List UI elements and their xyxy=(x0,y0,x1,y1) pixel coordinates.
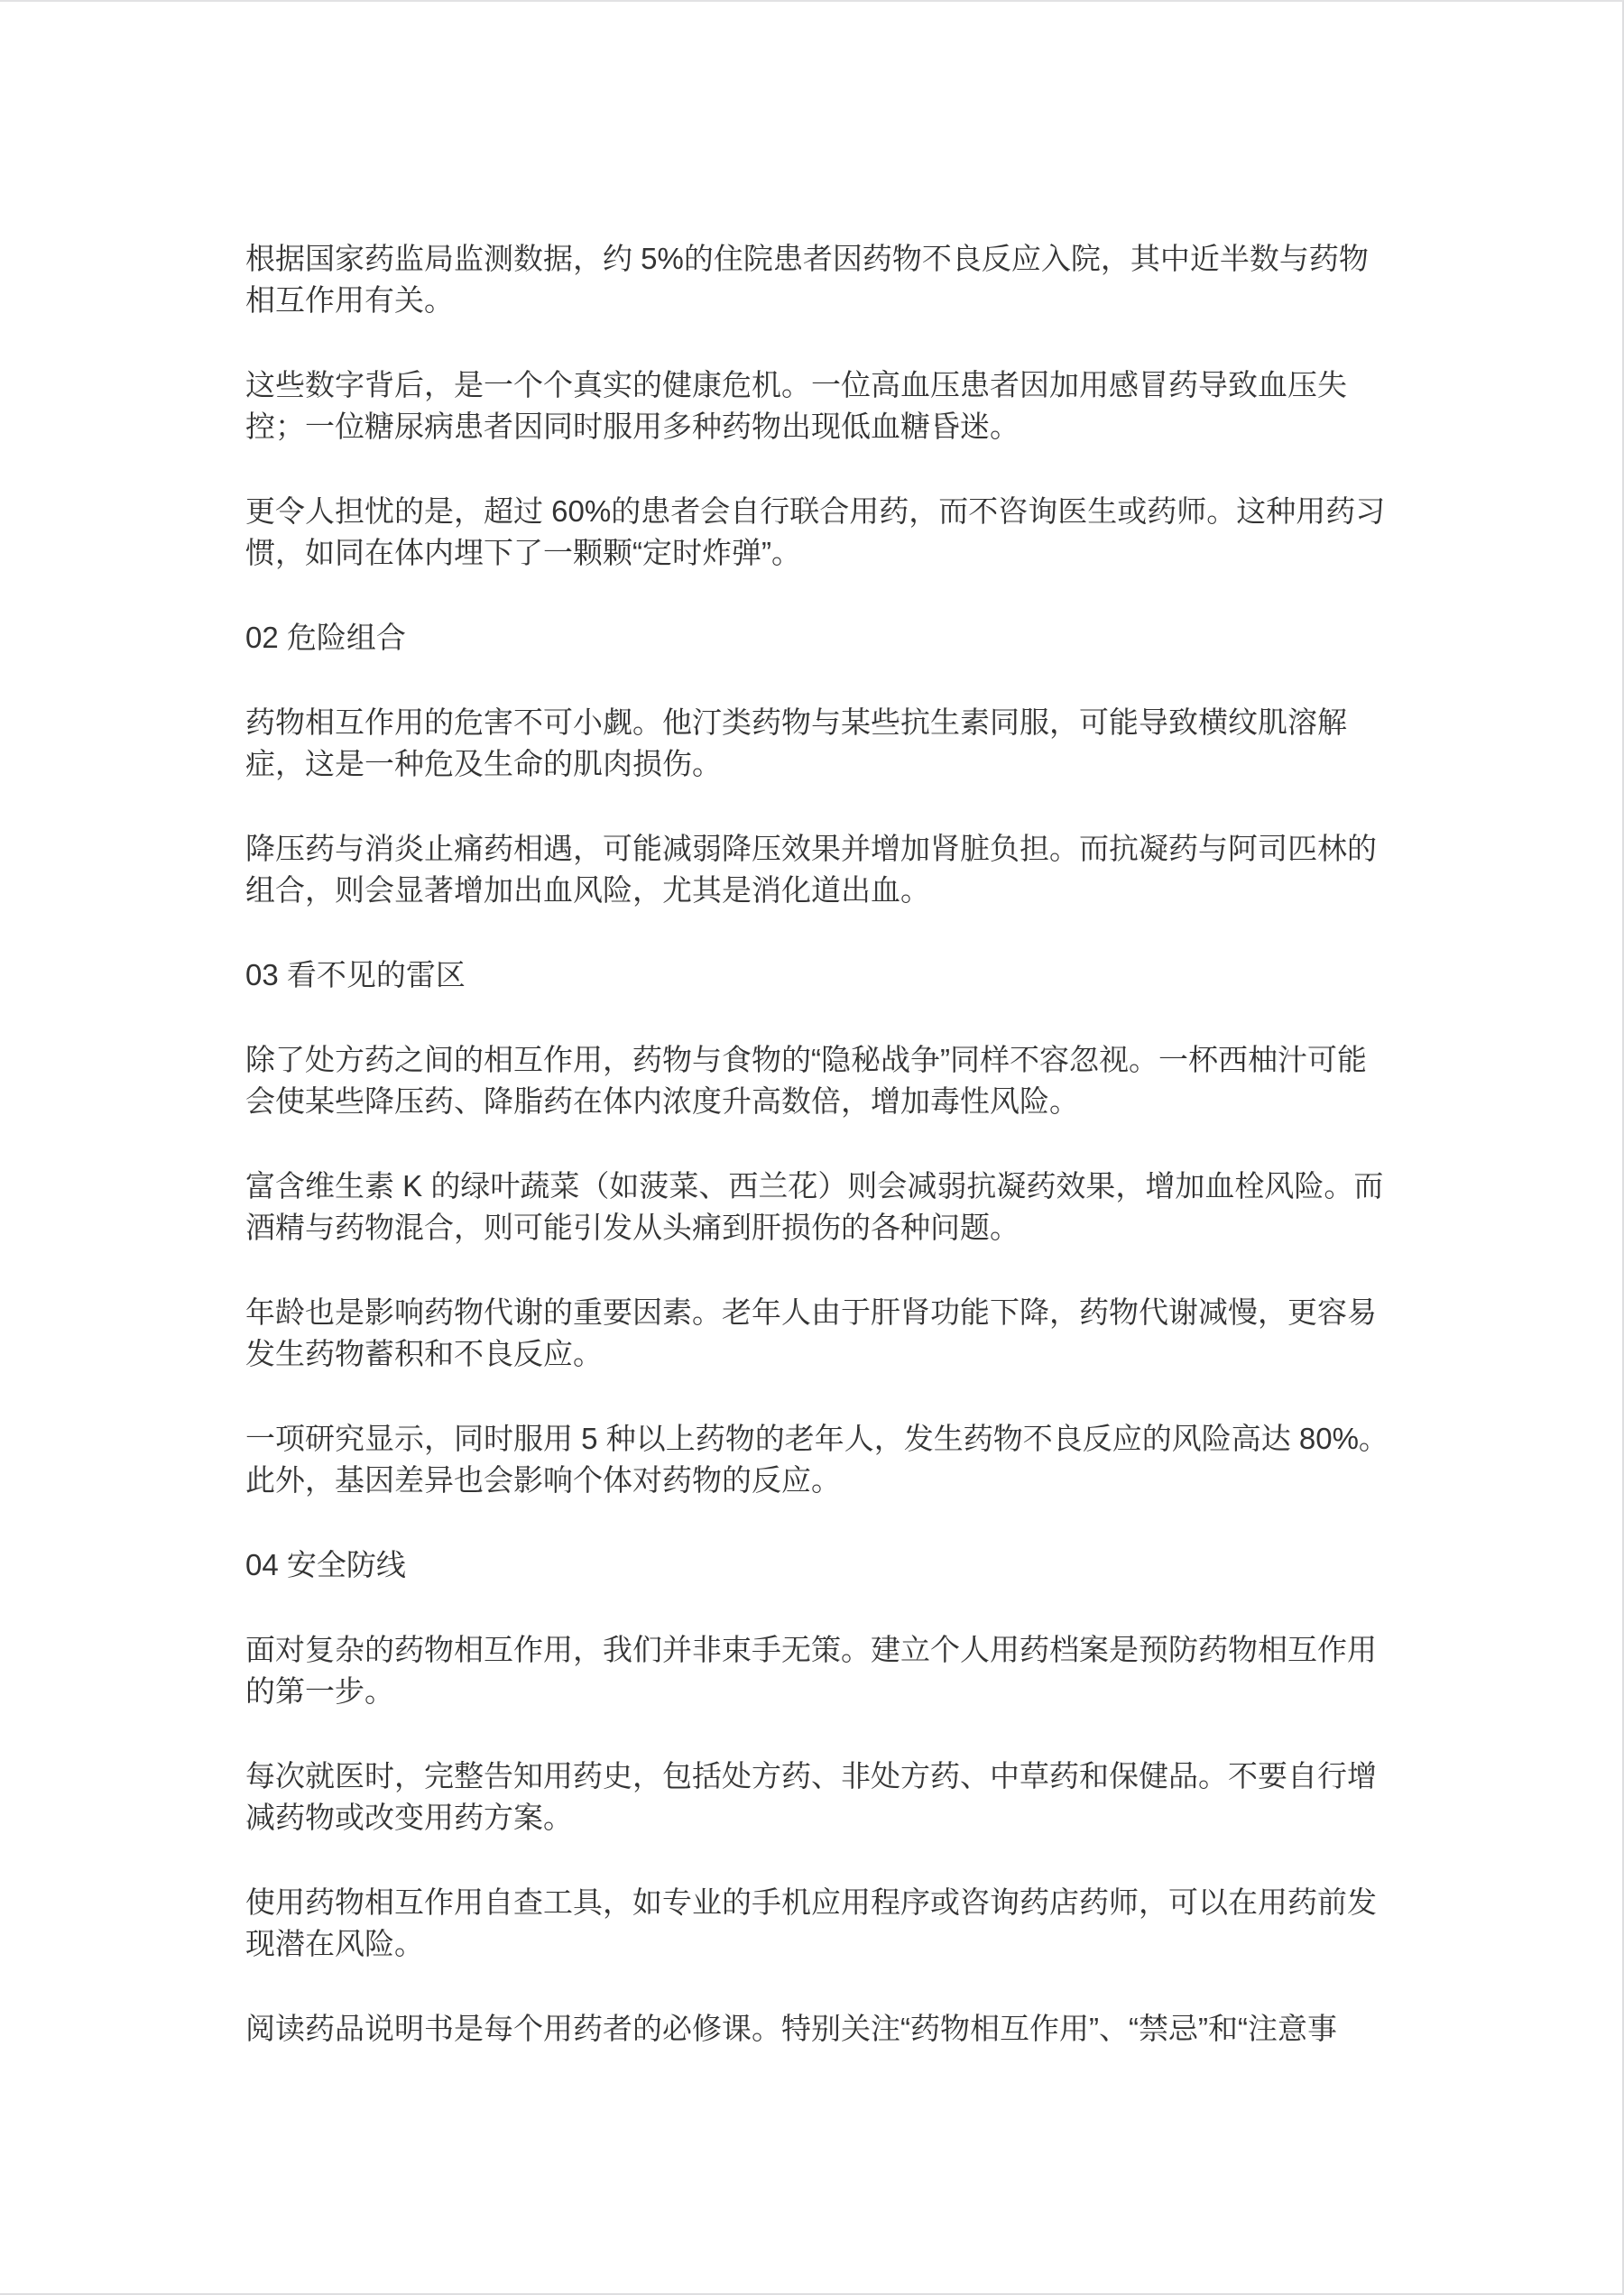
body-paragraph: 药物相互作用的危害不可小觑。他汀类药物与某些抗生素同服，可能导致横纹肌溶解症，这是一种危及生命的肌肉损伤。 xyxy=(245,705,1347,780)
body-paragraph: 一项研究显示，同时服用 5 种以上药物的老年人，发生药物不良反应的风险高达 80%。此外，基因差异也会影响个体对药物的反应。 xyxy=(245,1422,1389,1497)
body-paragraph: 除了处方药之间的相互作用，药物与食物的“隐秘战争”同样不容忽视。一杯西柚汁可能会使某些降压药、降脂药在体内浓度升高数倍，增加毒性风险。 xyxy=(245,1043,1367,1118)
section-heading-02: 02 危险组合 xyxy=(245,621,406,654)
section-heading-03: 03 看不见的雷区 xyxy=(245,958,466,991)
body-paragraph: 使用药物相互作用自查工具，如专业的手机应用程序或咨询药店药师，可以在用药前发现潜在风险。 xyxy=(245,1885,1377,1960)
body-paragraph: 富含维生素 K 的绿叶蔬菜（如菠菜、西兰花）则会减弱抗凝药效果，增加血栓风险。而酒精与药物混合，则可能引发从头痛到肝损伤的各种问题。 xyxy=(245,1169,1384,1244)
body-paragraph: 根据国家药监局监测数据，约 5%的住院患者因药物不良反应入院，其中近半数与药物相互作用有关。 xyxy=(245,242,1369,317)
article-body xyxy=(245,238,1389,2093)
body-paragraph: 每次就医时，完整告知用药史，包括处方药、非处方药、中草药和保健品。不要自行增减药物或改变用药方案。 xyxy=(245,1759,1377,1834)
body-paragraph: 年龄也是影响药物代谢的重要因素。老年人由于肝肾功能下降，药物代谢减慢，更容易发生药物蓄积和不良反应。 xyxy=(245,1295,1377,1370)
body-paragraph: 这些数字背后，是一个个真实的健康危机。一位高血压患者因加用感冒药导致血压失控；一位糖尿病患者因同时服用多种药物出现低血糖昏迷。 xyxy=(245,368,1347,443)
body-paragraph: 降压药与消炎止痛药相遇，可能减弱降压效果并增加肾脏负担。而抗凝药与阿司匹林的组合，则会显著增加出血风险，尤其是消化道出血。 xyxy=(245,832,1377,907)
section-heading-04: 04 安全防线 xyxy=(245,1548,406,1581)
body-paragraph-truncated: 阅读药品说明书是每个用药者的必修课。特别关注“药物相互作用”、“禁忌”和“注意事 xyxy=(245,2012,1337,2045)
body-paragraph: 更令人担忧的是，超过 60%的患者会自行联合用药，而不咨询医生或药师。这种用药习惯，如同在体内埋下了一颗颗“定时炸弹”。 xyxy=(245,494,1386,569)
body-paragraph: 面对复杂的药物相互作用，我们并非束手无策。建立个人用药档案是预防药物相互作用的第一步。 xyxy=(245,1633,1377,1708)
